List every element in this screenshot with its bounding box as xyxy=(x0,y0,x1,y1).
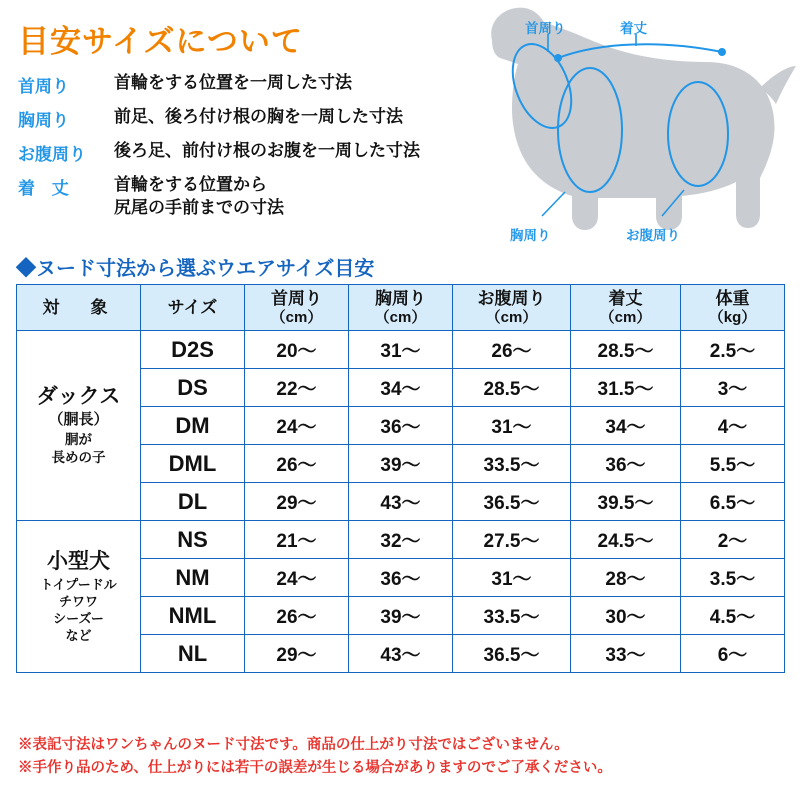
col-header-belly-label: お腹周り xyxy=(477,289,546,309)
cell-length: 36〜 xyxy=(571,445,681,483)
col-header-length-label: 着丈 xyxy=(608,289,643,309)
cell-size: NS xyxy=(141,521,245,559)
cell-neck: 29〜 xyxy=(245,635,349,673)
callout-belly: お腹周り xyxy=(626,228,680,243)
size-table xyxy=(16,284,785,673)
callout-length: 着丈 xyxy=(620,21,647,36)
cell-length: 33〜 xyxy=(571,635,681,673)
callout-chest: 胸周り xyxy=(510,228,551,243)
group-cell-small-dog xyxy=(17,521,141,673)
cell-belly: 28.5〜 xyxy=(453,369,571,407)
cell-belly: 36.5〜 xyxy=(453,483,571,521)
cell-size: DS xyxy=(141,369,245,407)
group-note xyxy=(19,577,138,645)
cell-weight: 2.5〜 xyxy=(681,331,785,369)
group-note-line4: など xyxy=(65,627,92,643)
size-table-wrapper xyxy=(16,284,784,673)
cell-chest: 36〜 xyxy=(349,407,453,445)
cell-weight: 2〜 xyxy=(681,521,785,559)
definition-row xyxy=(18,174,488,220)
col-header-target xyxy=(17,285,141,331)
col-header-neck xyxy=(245,285,349,331)
definition-desc: 後ろ足、前付け根のお腹を一周した寸法 xyxy=(114,141,420,160)
cell-chest: 31〜 xyxy=(349,331,453,369)
cell-length: 39.5〜 xyxy=(571,483,681,521)
cell-neck: 24〜 xyxy=(245,407,349,445)
cell-belly: 27.5〜 xyxy=(453,521,571,559)
cell-belly: 31〜 xyxy=(453,407,571,445)
cell-belly: 31〜 xyxy=(453,559,571,597)
group-note-line2: チワワ xyxy=(58,593,98,609)
cell-chest: 39〜 xyxy=(349,445,453,483)
col-header-neck-unit: （cm） xyxy=(270,308,323,326)
group-note xyxy=(19,431,138,466)
definition-desc: 前足、後ろ付け根の胸を一周した寸法 xyxy=(114,107,403,126)
definition-row xyxy=(18,106,488,131)
cell-weight: 4.5〜 xyxy=(681,597,785,635)
cell-chest: 43〜 xyxy=(349,483,453,521)
cell-size: NM xyxy=(141,559,245,597)
cell-weight: 6.5〜 xyxy=(681,483,785,521)
col-header-belly-unit: （cm） xyxy=(485,308,538,326)
cell-weight: 5.5〜 xyxy=(681,445,785,483)
group-cell-dachshund xyxy=(17,331,141,521)
col-header-chest xyxy=(349,285,453,331)
cell-length: 34〜 xyxy=(571,407,681,445)
cell-length: 24.5〜 xyxy=(571,521,681,559)
footnote-2: ※手作り品のため、仕上がりには若干の誤差が生じる場合がありますのでご了承ください。 xyxy=(18,760,612,777)
cell-length: 28.5〜 xyxy=(571,331,681,369)
col-header-length xyxy=(571,285,681,331)
cell-chest: 36〜 xyxy=(349,559,453,597)
cell-belly: 26〜 xyxy=(453,331,571,369)
col-header-neck-label: 首周り xyxy=(271,289,322,309)
cell-chest: 34〜 xyxy=(349,369,453,407)
cell-belly: 36.5〜 xyxy=(453,635,571,673)
dog-figure-svg xyxy=(430,0,800,255)
definition-term: 首周り xyxy=(18,77,69,96)
col-header-length-unit: （cm） xyxy=(599,308,652,326)
page-title: 目安サイズについて xyxy=(18,24,303,59)
col-header-weight xyxy=(681,285,785,331)
cell-belly: 33.5〜 xyxy=(453,445,571,483)
group-note-line3: シーズー xyxy=(53,610,104,626)
col-header-size-label: サイズ xyxy=(167,297,218,317)
table-row xyxy=(17,521,785,559)
definition-desc: 首輪をする位置を一周した寸法 xyxy=(114,73,352,92)
cell-weight: 3〜 xyxy=(681,369,785,407)
definition-term: 着 丈 xyxy=(18,179,75,198)
cell-size: D2S xyxy=(141,331,245,369)
cell-length: 30〜 xyxy=(571,597,681,635)
cell-length: 28〜 xyxy=(571,559,681,597)
definition-row xyxy=(18,72,488,97)
group-sub: （胴長） xyxy=(48,410,109,428)
definition-desc xyxy=(114,174,284,220)
col-header-belly xyxy=(453,285,571,331)
col-header-target-label: 対 象 xyxy=(42,297,115,317)
cell-weight: 4〜 xyxy=(681,407,785,445)
size-table-head xyxy=(17,285,785,331)
cell-chest: 39〜 xyxy=(349,597,453,635)
cell-weight: 3.5〜 xyxy=(681,559,785,597)
cell-neck: 21〜 xyxy=(245,521,349,559)
size-table-body xyxy=(17,331,785,673)
cell-size: DL xyxy=(141,483,245,521)
col-header-weight-label: 体重 xyxy=(715,289,750,309)
cell-neck: 22〜 xyxy=(245,369,349,407)
group-note-line1: 胴が xyxy=(65,432,92,448)
definition-row xyxy=(18,140,488,165)
definition-term: 胸周り xyxy=(18,111,69,130)
definition-desc-line2: 尻尾の手前までの寸法 xyxy=(114,197,284,217)
group-note-line1: トイプードル xyxy=(40,576,117,592)
footnotes xyxy=(18,734,788,780)
cell-neck: 29〜 xyxy=(245,483,349,521)
col-header-chest-unit: （cm） xyxy=(374,308,427,326)
group-name: 小型犬 xyxy=(47,549,110,573)
cell-size: NL xyxy=(141,635,245,673)
measurement-definitions xyxy=(18,72,488,229)
cell-size: DML xyxy=(141,445,245,483)
footnote-1: ※表記寸法はワンちゃんのヌード寸法です。商品の仕上がり寸法ではございません。 xyxy=(18,737,569,753)
col-header-weight-unit: （kg） xyxy=(708,308,757,326)
cell-weight: 6〜 xyxy=(681,635,785,673)
cell-chest: 32〜 xyxy=(349,521,453,559)
cell-neck: 26〜 xyxy=(245,445,349,483)
definition-desc-line1: 首輪をする位置から xyxy=(114,175,267,194)
cell-neck: 26〜 xyxy=(245,597,349,635)
group-note-line2: 長めの子 xyxy=(51,450,106,465)
section-heading: ◆ヌード寸法から選ぶウエアサイズ目安 xyxy=(16,258,375,280)
table-header-row xyxy=(17,285,785,331)
cell-length: 31.5〜 xyxy=(571,369,681,407)
cell-neck: 24〜 xyxy=(245,559,349,597)
col-header-chest-label: 胸周り xyxy=(375,289,426,309)
cell-belly: 33.5〜 xyxy=(453,597,571,635)
callout-neck: 首周り xyxy=(525,21,566,36)
group-name: ダックス xyxy=(36,385,121,409)
definition-term: お腹周り xyxy=(18,145,86,164)
table-row xyxy=(17,331,785,369)
dog-silhouette xyxy=(491,8,796,230)
cell-size: NML xyxy=(141,597,245,635)
cell-chest: 43〜 xyxy=(349,635,453,673)
col-header-size xyxy=(141,285,245,331)
cell-neck: 20〜 xyxy=(245,331,349,369)
cell-size: DM xyxy=(141,407,245,445)
dog-illustration xyxy=(430,0,800,255)
